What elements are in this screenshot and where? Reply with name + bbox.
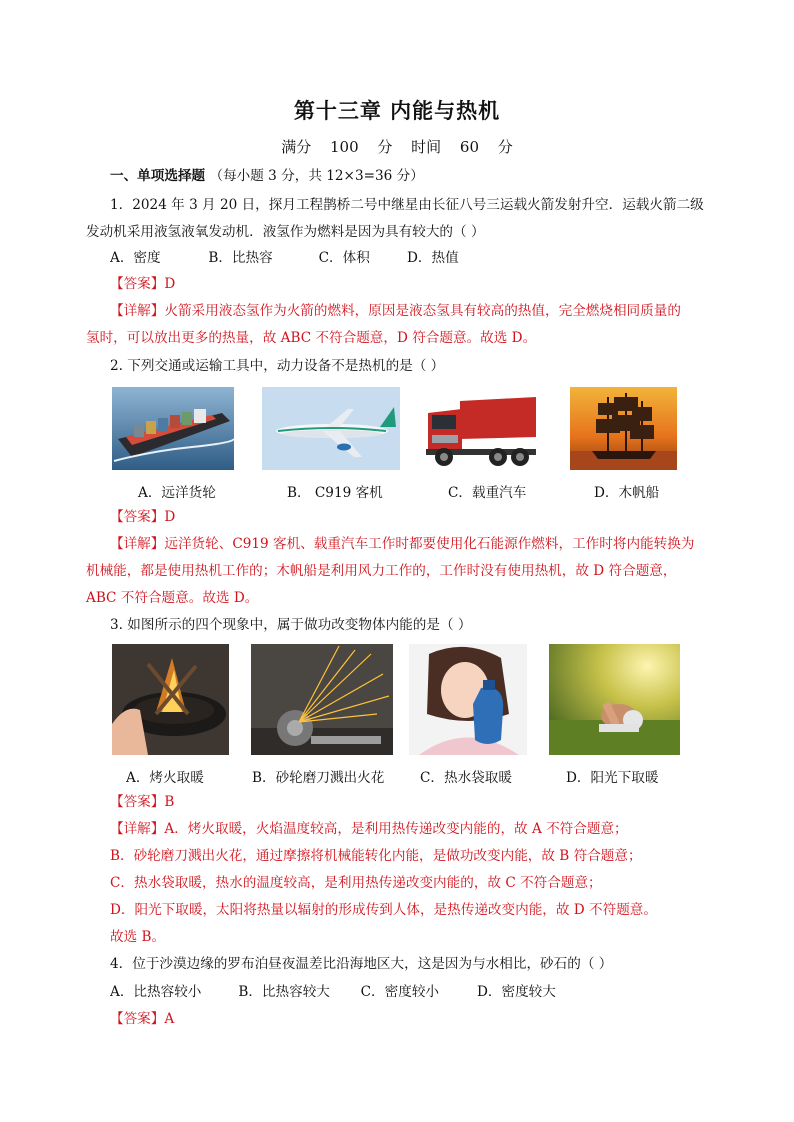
q3-caption-c: C．热水袋取暖 <box>420 770 512 786</box>
sailing-ship-image <box>570 387 677 470</box>
page-title: 第十三章 内能与热机 <box>293 99 501 123</box>
page-subtitle: 满分 100 分 时间 60 分 <box>281 138 513 156</box>
q2-detail-line3: ABC 不符合题意。故选 D。 <box>86 590 259 606</box>
q3-detail-line5: 故选 B。 <box>110 929 166 945</box>
q2-detail-line2: 机械能，都是使用热机工作的；木帆船是利用风力工作的，工作时没有使用热机，故 D 符合题意， <box>86 563 677 579</box>
q4-option-d: D．密度较大 <box>476 984 556 1000</box>
q4-option-c: C．密度较小 <box>360 984 440 1000</box>
q1-option-a: A．密度 <box>110 250 161 266</box>
q3-detail-line1: 【详解】A．烤火取暖，火焰温度较高，是利用热传递改变内能的，故 A 不符合题意； <box>110 821 628 837</box>
q3-detail-line2: B．砂轮磨刀溅出火花，通过摩擦将机械能转化内能，是做功改变内能，故 B 符合题意； <box>110 848 642 864</box>
heavy-truck-image <box>424 387 539 470</box>
q3-answer: 【答案】B <box>110 794 175 810</box>
q4-stem: 4．位于沙漠边缘的罗布泊昼夜温差比沿海地区大，这是因为与水相比，砂石的（ ） <box>110 956 613 972</box>
section-note: （每小题 3 分，共 12×3=36 分） <box>209 168 424 184</box>
q3-detail-line4: D．阳光下取暖，太阳将热量以辐射的形成传到人体，是热传递改变内能，故 D 不符题意。 <box>110 902 657 918</box>
q1-option-b: B．比热容 <box>208 250 273 266</box>
q2-detail-line1: 【详解】远洋货轮、C919 客机、载重汽车工作时都要使用化石能源作燃料，工作时将内能转换为 <box>110 536 695 552</box>
q2-caption-a: A．远洋货轮 <box>138 485 216 501</box>
q2-caption-c: C．载重汽车 <box>448 485 527 501</box>
q1-detail-line1: 【详解】火箭采用液态氢作为火箭的燃料，原因是液态氢具有较高的热值，完全燃烧相同质量的 <box>110 303 681 319</box>
fire-warming-image <box>112 644 229 755</box>
q2-caption-d: D．木帆船 <box>594 485 660 501</box>
q4-option-a: A．比热容较小 <box>110 984 202 1000</box>
hot-water-bottle-image <box>409 644 527 755</box>
q2-stem: 2. 下列交通或运输工具中，动力设备不是热机的是（ ） <box>110 358 445 374</box>
q3-caption-a: A．烤火取暖 <box>126 770 204 786</box>
q4-options <box>110 982 556 1002</box>
section-heading <box>110 166 424 186</box>
q1-option-d: D．热值 <box>406 250 459 266</box>
grinder-sparks-image <box>251 644 393 755</box>
q1-stem-line1: 1．2024 年 3 月 20 日，探月工程鹊桥二号中继星由长征八号三运载火箭发射升空．运载火箭二级 <box>110 197 704 213</box>
q3-caption-b: B．砂轮磨刀溅出火花 <box>252 770 385 786</box>
q1-option-c: C．体积 <box>318 250 370 266</box>
q1-answer: 【答案】D <box>110 276 176 292</box>
c919-airliner-image <box>262 387 400 470</box>
q2-answer: 【答案】D <box>110 509 176 525</box>
section-title: 一、单项选择题 <box>110 168 206 184</box>
q1-stem-line2: 发动机采用液氢液氧发动机．液氢作为燃料是因为具有较大的（ ） <box>86 224 485 240</box>
q2-caption-b: B． C919 客机 <box>287 485 383 501</box>
q3-detail-line3: C．热水袋取暖，热水的温度较高，是利用热传递改变内能的，故 C 不符合题意； <box>110 875 602 891</box>
q1-detail-line2: 氢时，可以放出更多的热量，故 ABC 不符合题意，D 符合题意。故选 D。 <box>86 330 537 346</box>
q4-option-b: B．比热容较大 <box>238 984 330 1000</box>
q3-stem: 3. 如图所示的四个现象中，属于做功改变物体内能的是（ ） <box>110 617 472 633</box>
q4-answer: 【答案】A <box>110 1011 175 1027</box>
q3-caption-d: D．阳光下取暖 <box>566 770 659 786</box>
cargo-ship-image <box>112 387 234 470</box>
sunshine-warming-image <box>549 644 680 755</box>
q1-options <box>110 248 459 268</box>
